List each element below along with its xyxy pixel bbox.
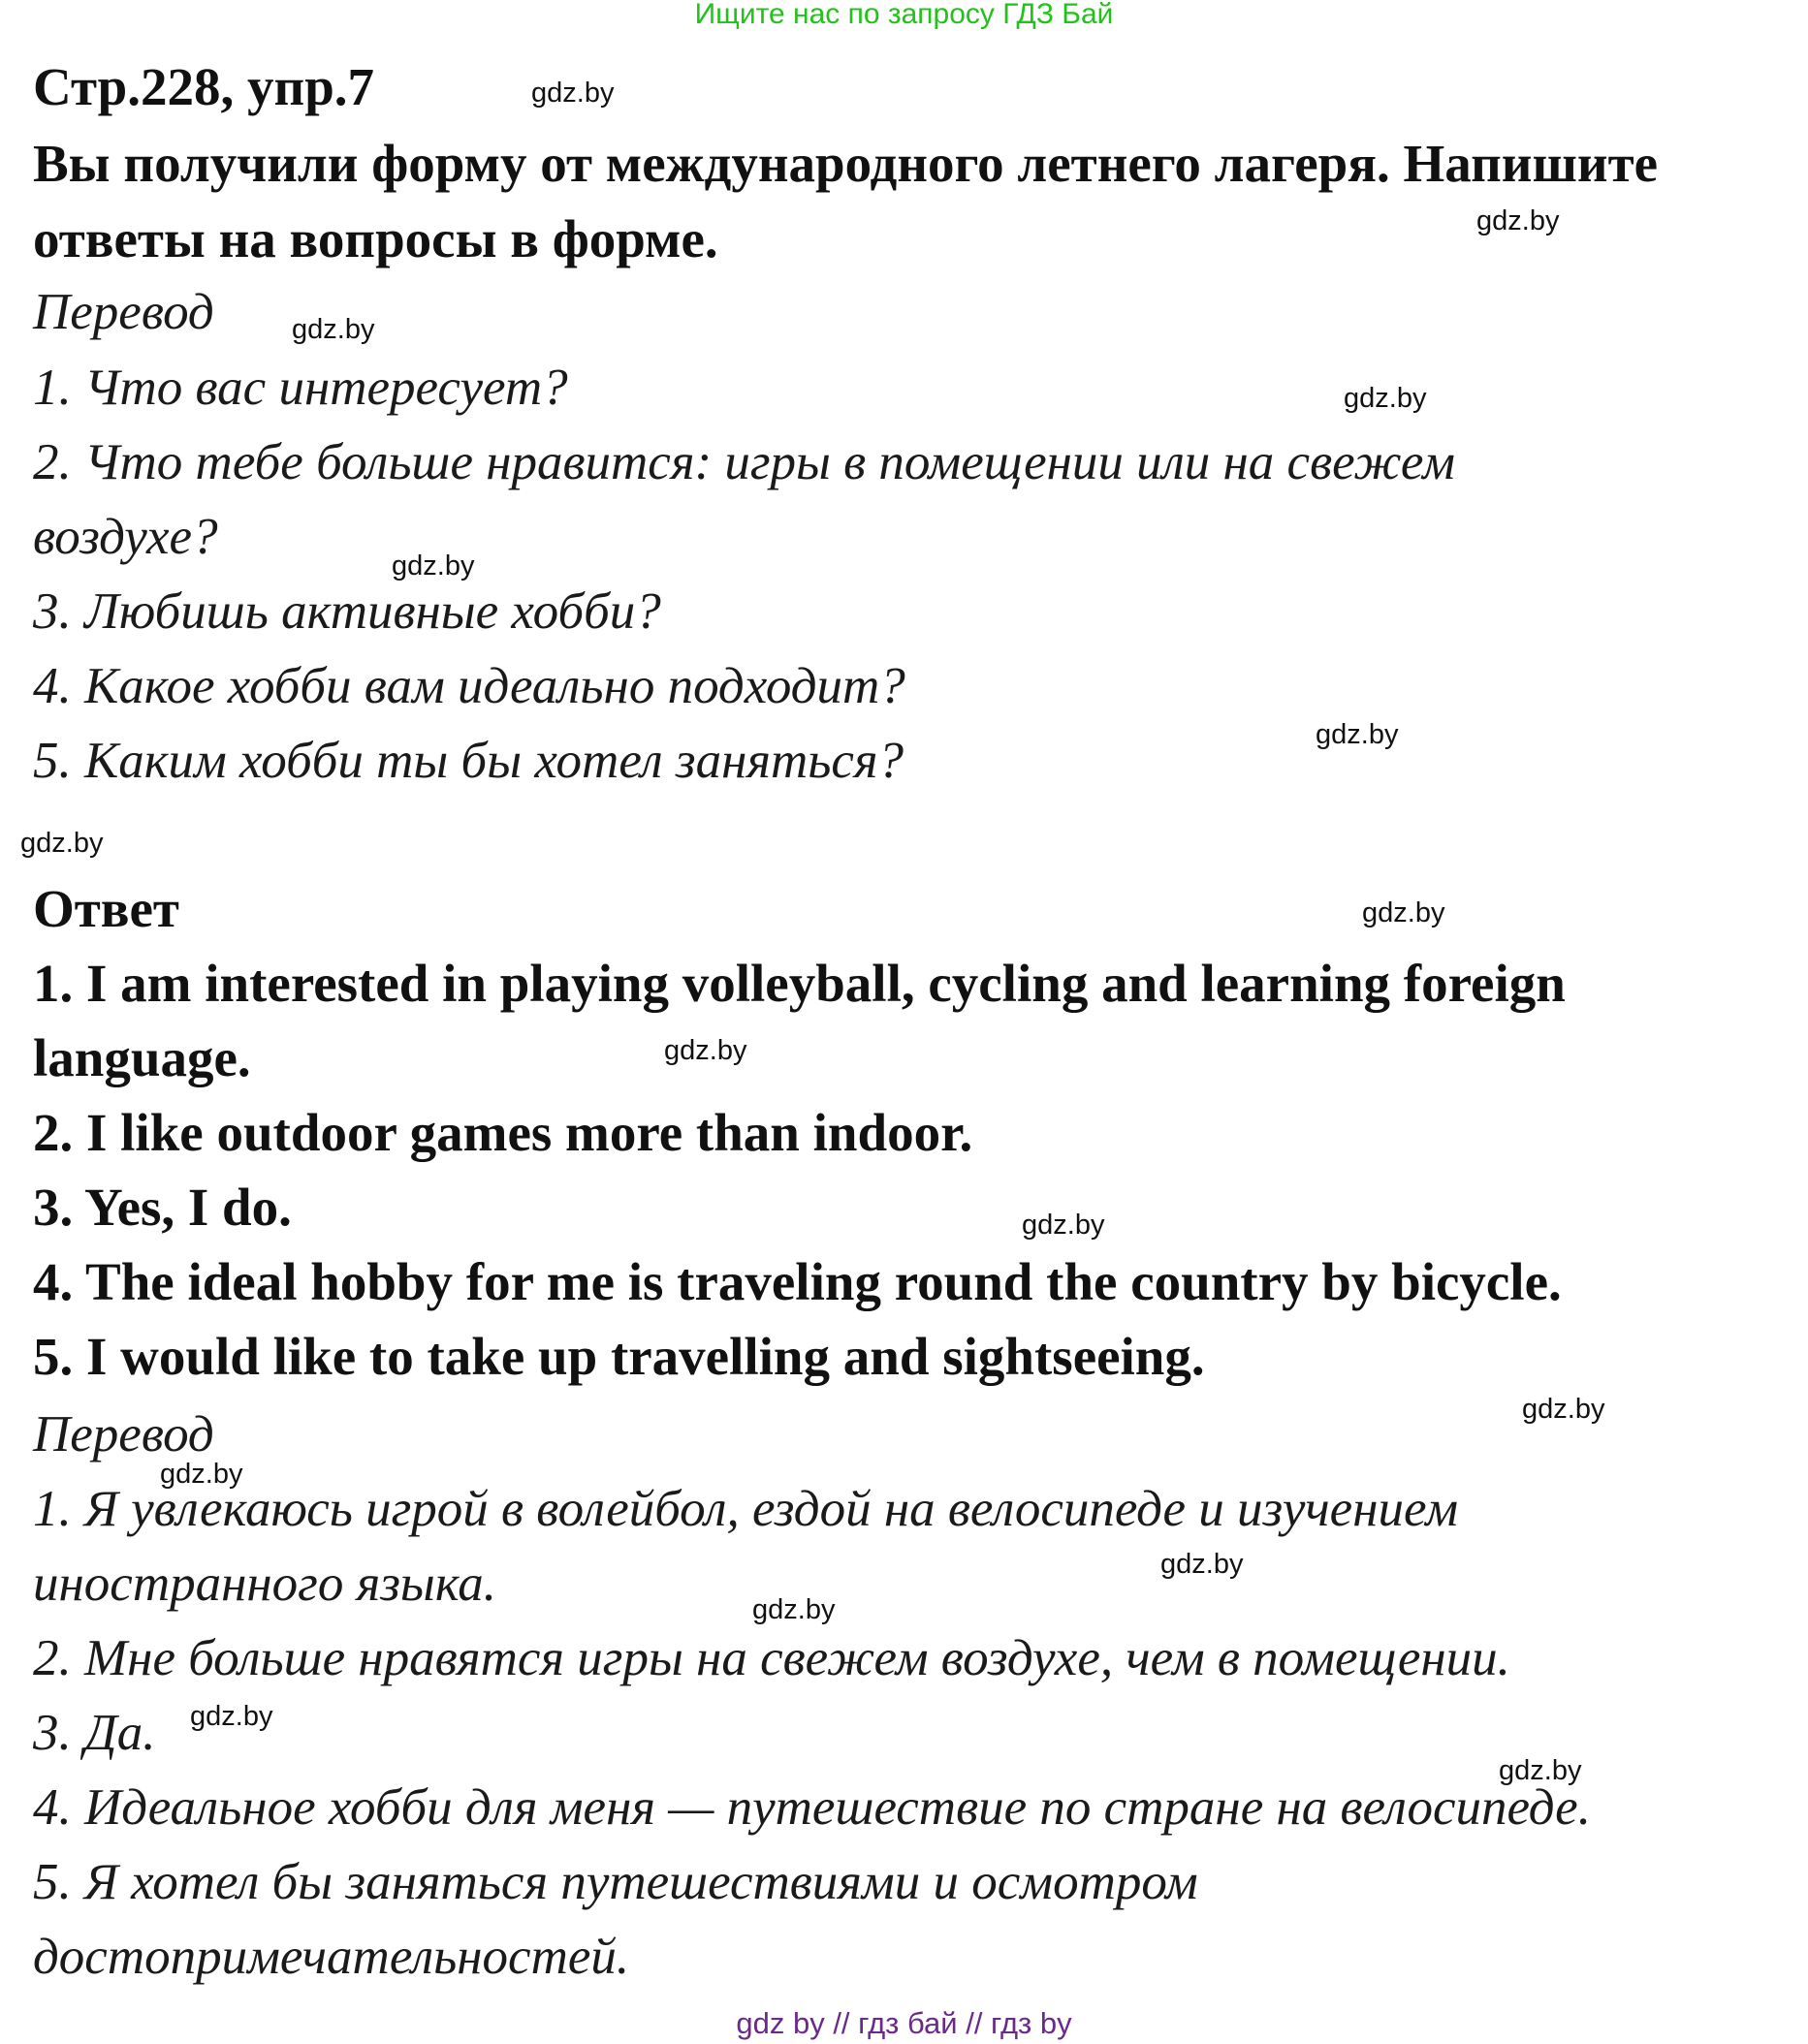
answer-translation-5: 5. Я хотел бы заняться путешествиями и осмотром (33, 1854, 1198, 1910)
watermark: gdz.by (392, 550, 475, 582)
task-line-2: ответы на вопросы в форме. (33, 209, 718, 268)
watermark: gdz.by (752, 1594, 836, 1625)
answer-translation-3: 3. Да. (33, 1705, 156, 1761)
watermark: gdz.by (1499, 1755, 1582, 1786)
question-1: 1. Что вас интересует? (33, 360, 568, 416)
watermark: gdz.by (1344, 383, 1427, 414)
question-5: 5. Каким хобби ты бы хотел заняться? (33, 733, 904, 789)
watermark: gdz.by (531, 78, 615, 109)
watermark: gdz.by (20, 828, 104, 859)
translation-label: Перевод (33, 284, 214, 340)
answer-label: Ответ (33, 879, 179, 938)
watermark: gdz.by (1362, 897, 1445, 928)
watermark: gdz.by (664, 1035, 747, 1066)
watermark: gdz.by (1476, 205, 1560, 236)
answer-2: 2. I like outdoor games more than indoor. (33, 1103, 973, 1162)
question-3: 3. Любишь активные хобби? (33, 583, 661, 640)
watermark: gdz.by (1316, 719, 1399, 750)
answer-5: 5. I would like to take up travelling and sightseeing. (33, 1327, 1205, 1386)
answer-translation-1: 1. Я увлекаюсь игрой в волейбол, ездой на велосипеде и изучением (33, 1481, 1459, 1537)
footer-links[interactable]: gdz by // гдз бай // гдз by (736, 2006, 1072, 2040)
question-4: 4. Какое хобби вам идеально подходит? (33, 658, 905, 714)
answer-translation-4: 4. Идеальное хобби для меня — путешествие по стране на велосипеде. (33, 1779, 1591, 1836)
watermark: gdz.by (292, 314, 375, 345)
question-2: 2. Что тебе больше нравится: игры в помещении или на свежем (33, 434, 1455, 490)
watermark: gdz.by (1160, 1549, 1244, 1580)
watermark: gdz.by (1522, 1394, 1605, 1425)
top-banner[interactable]: Ищите нас по запросу ГДЗ Бай (694, 0, 1114, 30)
answer-3: 3. Yes, I do. (33, 1178, 292, 1237)
question-2-cont: воздухе? (33, 509, 218, 565)
answer-translation-2: 2. Мне больше нравятся игры на свежем воздухе, чем в помещении. (33, 1630, 1510, 1686)
page-title: Стр.228, упр.7 (33, 57, 375, 116)
answer-translation-5-cont: достопримечательностей. (33, 1929, 630, 1985)
watermark: gdz.by (1022, 1210, 1105, 1241)
answer-translation-1-cont: иностранного языка. (33, 1556, 497, 1612)
watermark: gdz.by (160, 1459, 243, 1490)
answers-translation-label: Перевод (33, 1406, 214, 1462)
answer-4: 4. The ideal hobby for me is traveling round the country by bicycle. (33, 1252, 1562, 1311)
watermark: gdz.by (190, 1701, 273, 1732)
task-line-1: Вы получили форму от международного летнего лагеря. Напишите (33, 134, 1658, 193)
answer-1-cont: language. (33, 1028, 251, 1087)
answer-1: 1. I am interested in playing volleyball, cycling and learning foreign (33, 954, 1566, 1013)
